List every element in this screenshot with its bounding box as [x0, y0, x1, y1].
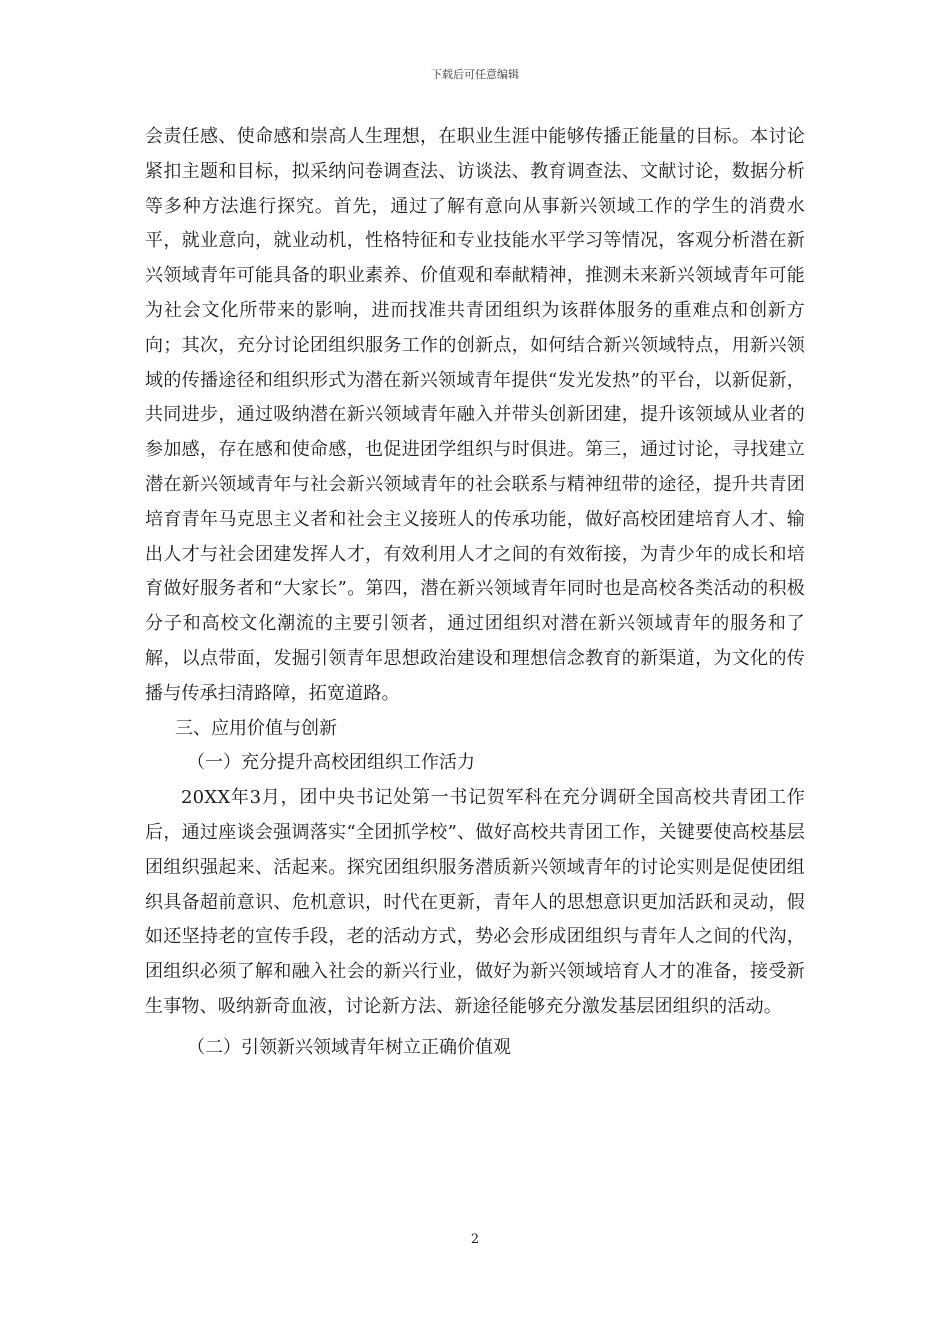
paragraph-team-vitality: 20XX年3月，团中央书记处第一书记贺军科在充分调研全国高校共青团工作后，通过座谈会强调落实“全团抓学校”、做好高校共青团工作，关键要使高校基层团组织强起来、活起来。探究团组织服务潜质新兴领域青年的讨论实则是促使团组织具备超前意识、危机意识，时代在更新，青年人的思想意识更加活跃和灵动，假如还坚持老的宣传手段，老的活动方式，势必会形成团组织与青年人之间的代沟，团组织必须了解和融入社会的新兴行业，做好为新兴领域培育人才的准备，接受新生事物、吸纳新奇血液，讨论新方法、新途径能够充分激发基层团组织的活动。	[145, 787, 805, 1017]
paragraph-methods: 会责任感、使命感和崇高人生理想，在职业生涯中能够传播正能量的目标。本讨论紧扣主题和目标，拟采纳问卷调查法、访谈法、教育调查法、文献讨论，数据分析等多种方法進行探究。首先，通过了解有意向从事新兴领域工作的学生的消费水平，就业意向，就业动机，性格特征和专业技能水平学习等情况，客观分析潜在新兴领域青年可能具备的职业素养、价值观和奉献精神，推测未来新兴领域青年可能为社会文化所带来的影响，进而找准共青团组织为该群体服务的重难点和创新方向；其次，充分讨论团组织服务工作的创新点，如何结合新兴领域特点，用新兴领域的传播途径和组织形式为潜在新兴领域青年提供“发光发热”的平台，以新促新，共同进步，通过吸纳潜在新兴领域青年融入并带头创新团建，提升该领域从业者的参加感，存在感和使命感，也促进团学组织与时俱进。第三，通过讨论，寻找建立潜在新兴领域青年与社会新兴领域青年的社会联系与精神纽带的途径，提升共青团培育青年马克思主义者和社会主义接班人的传承功能，做好高校团建培育人才、输出人才与社会团建发挥人才，有效利用人才之间的有效衔接，为青少年的成长和培育做好服务者和“大家长”。第四，潜在新兴领域青年同时也是高校各类活动的积极分子和高校文化潮流的主要引领者，通过团组织对潜在新兴领域青年的服务和了解，以点带面，发掘引领青年思想政治建设和理想信念教育的新渠道，为文化的传播与传承扫清路障，拓宽道路。	[145, 126, 805, 704]
page-number: 2	[470, 1232, 480, 1247]
subsection-heading-team-vitality: （一）充分提升高校团组织工作活力	[187, 752, 475, 774]
document-body	[145, 120, 805, 1066]
section-heading-application-value: 三、应用价值与创新	[175, 717, 337, 739]
page-header: 下载后可任意编辑	[431, 68, 519, 81]
subsection-heading-values: （二）引领新兴领域青年树立正确价值观	[187, 1036, 511, 1058]
